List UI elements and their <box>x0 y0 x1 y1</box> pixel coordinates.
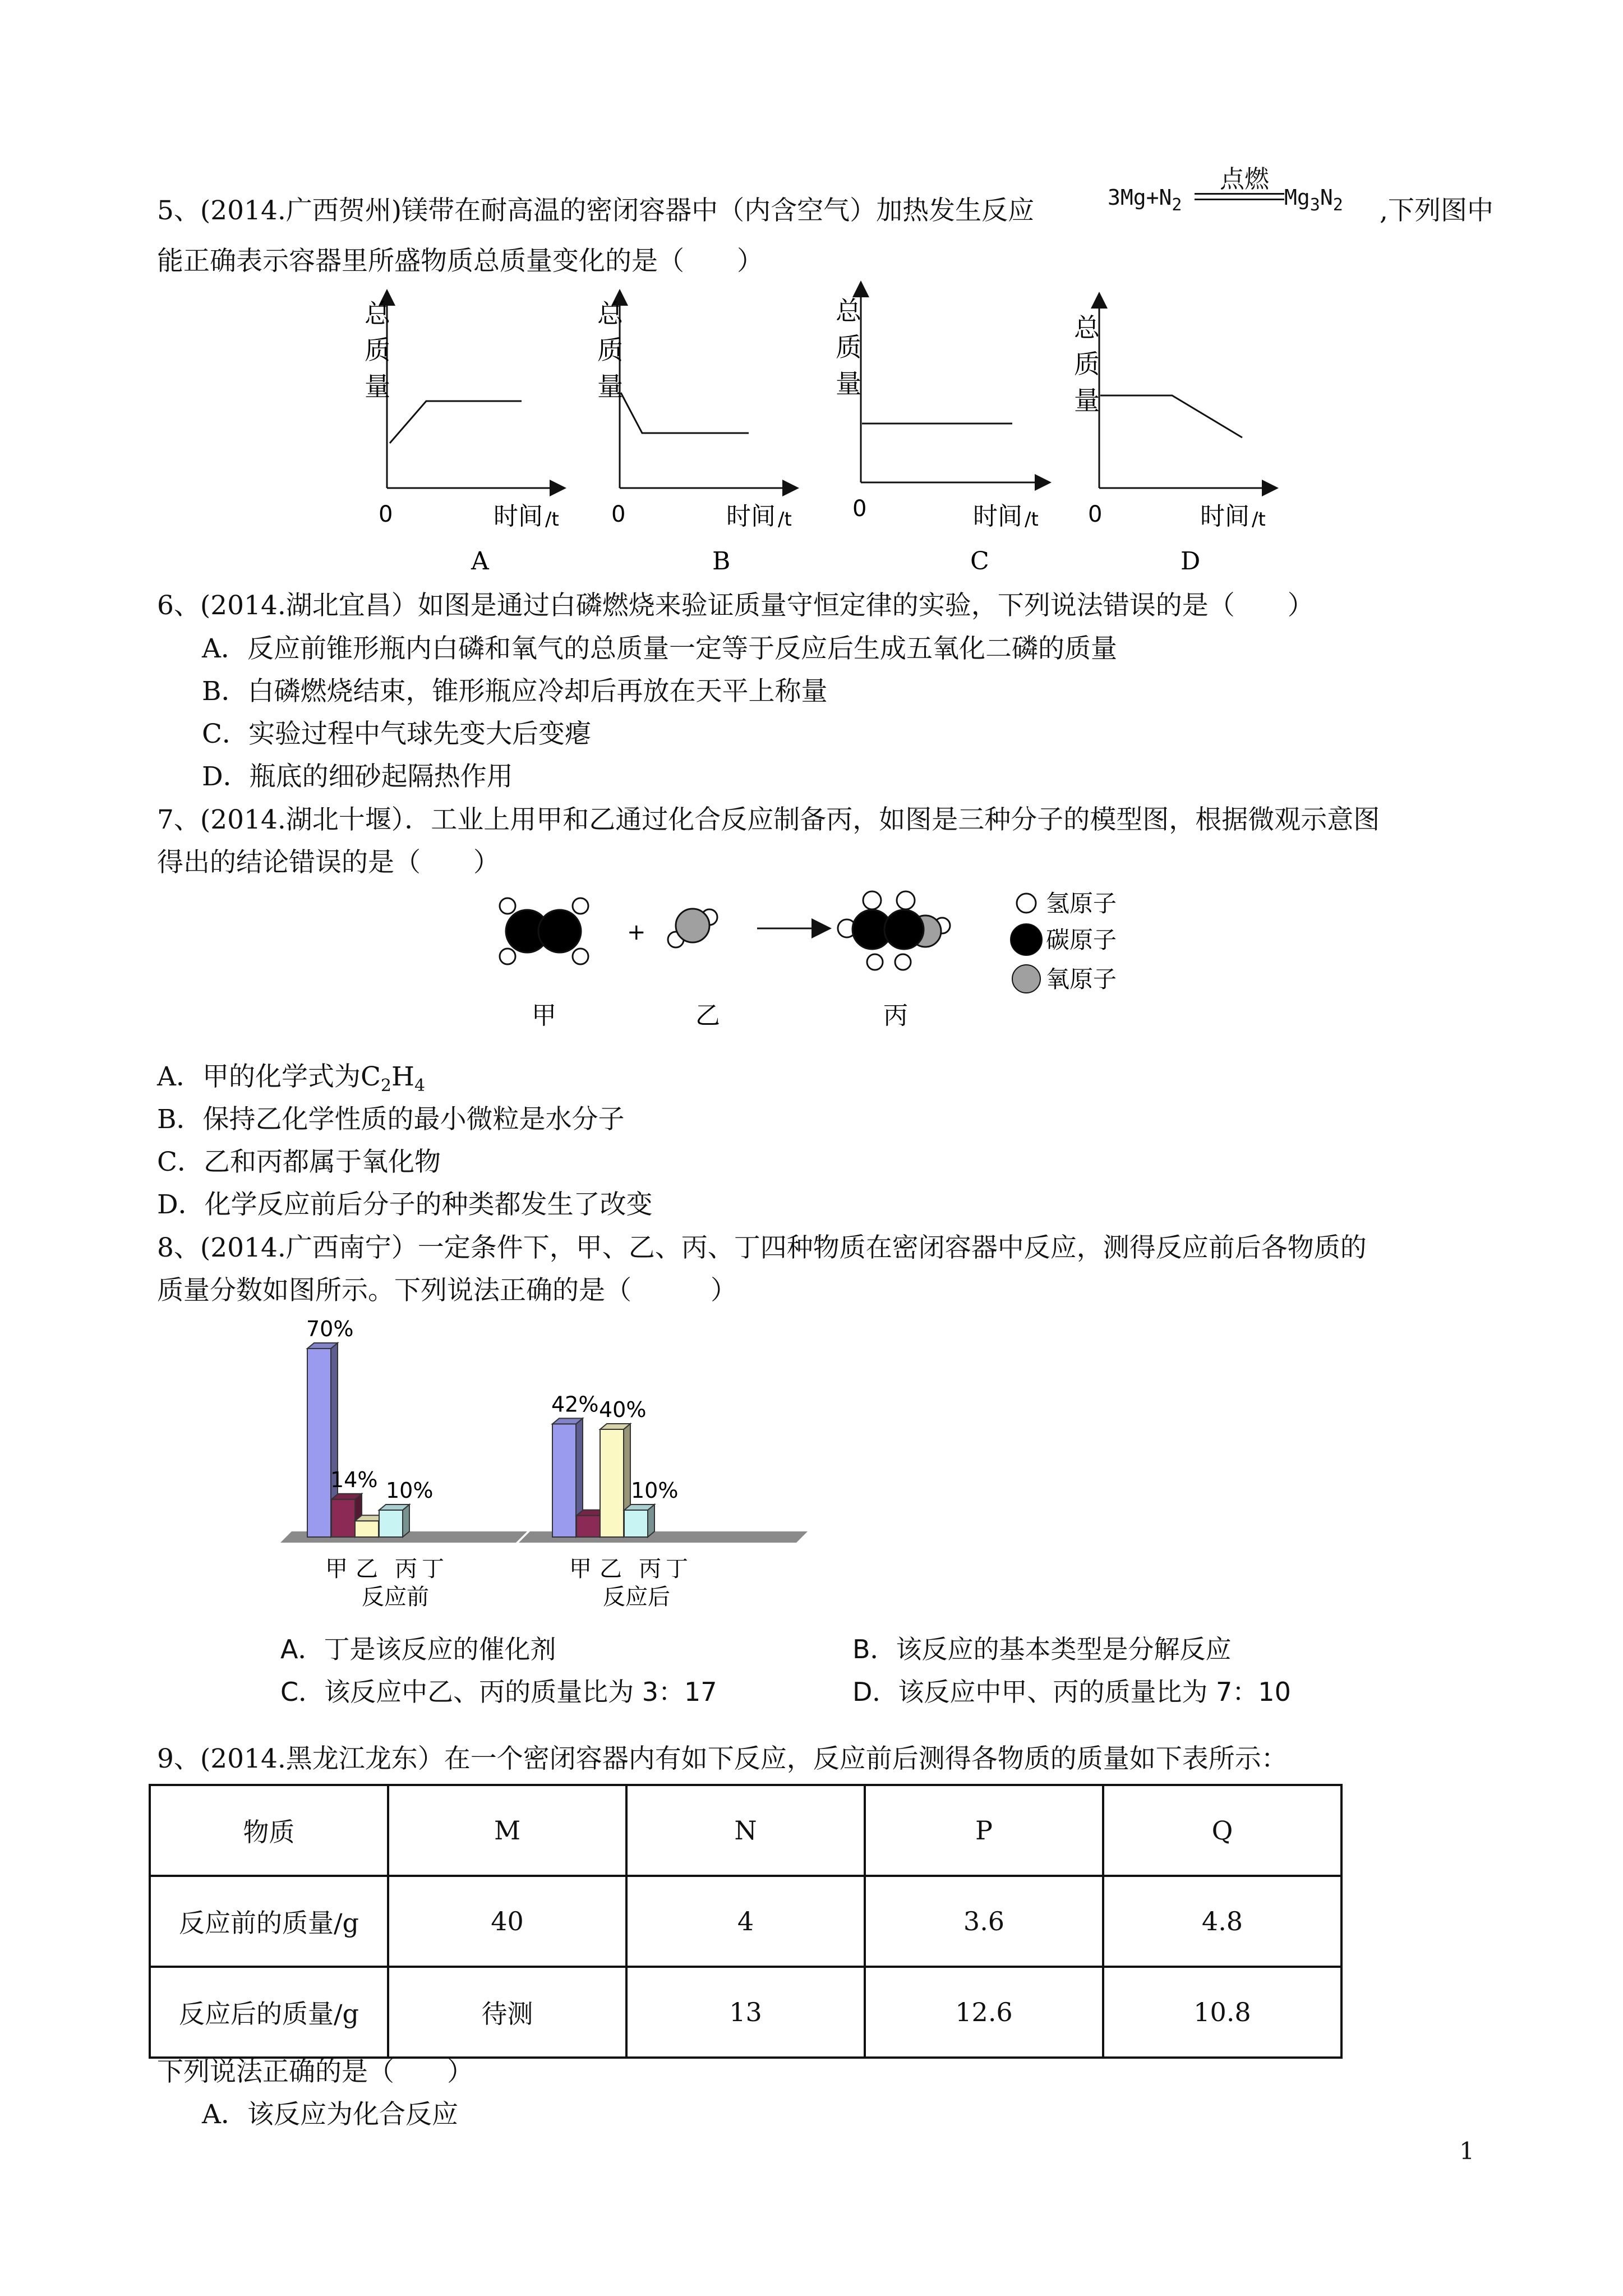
q5-graph-b-xunit: /t <box>778 508 792 531</box>
legend-carbon: 碳原子 <box>1046 926 1117 954</box>
legend-hydrogen: 氢原子 <box>1046 890 1117 917</box>
legend-oxygen-swatch <box>1012 965 1040 993</box>
q7-option-b: B．保持乙化学性质的最小微粒是水分子 <box>157 1104 625 1135</box>
table-cell: 反应前的质量/g <box>150 1876 388 1967</box>
q5-equation-condition: 点燃 <box>1220 165 1269 194</box>
q5-graph-a-ylabel-2: 质 <box>365 335 390 365</box>
chart-series-after-label: 反应后 <box>603 1584 670 1610</box>
q8-stem-line1: 8、(2014.广西南宁）一定条件下，甲、乙、丙、丁四种物质在密闭容器中反应，测得反应前后各物质的 <box>157 1232 1367 1263</box>
q5-graph-b-origin: 0 <box>611 501 626 527</box>
table-row <box>150 1876 1341 1967</box>
q7-option-a: A．甲的化学式为$C_2H_4$ <box>157 1061 426 1096</box>
q5-graph-a-xlabel: 时间 <box>494 502 543 531</box>
q6-option-a: A．反应前锥形瓶内白磷和氧气的总质量一定等于反应后生成五氧化二磷的质量 <box>202 633 1117 664</box>
q5-equation-bar-top <box>1195 193 1284 195</box>
q5-graph-d-ylabel-1: 总 <box>1074 312 1100 343</box>
q5-stem-tail: ,下列图中 <box>1380 195 1493 226</box>
molecule-bing <box>838 891 950 970</box>
bar-label-before-2: 14% <box>330 1467 378 1492</box>
q5-graph-c <box>836 289 1043 576</box>
q7-label-jia: 甲 <box>532 1001 556 1030</box>
q8-option-b: B．该反应的基本类型是分解反应 <box>852 1634 1232 1664</box>
table-cell: 13 <box>626 1967 865 2058</box>
bar-label-after-4: 10% <box>631 1478 679 1503</box>
q5-graph-b-xlabel: 时间 <box>726 502 776 531</box>
q5-graph-c-origin: 0 <box>852 496 867 522</box>
q7-molecule-diagram <box>482 884 1155 1052</box>
q7-option-d: D．化学反应前后分子的种类都发生了改变 <box>157 1189 653 1220</box>
table-cell: 4 <box>626 1876 865 1967</box>
q7-stem-line1: 7、(2014.湖北十堰）．工业上用甲和乙通过化合反应制备丙，如图是三种分子的模型图，根据微观示意图 <box>157 804 1380 835</box>
q7-label-bing: 丙 <box>883 1001 908 1030</box>
q5-graph-a-ylabel-3: 量 <box>365 371 390 402</box>
legend-hydrogen-swatch <box>1017 894 1036 913</box>
q5-graph-d-xunit: /t <box>1252 508 1266 531</box>
q5-graph-b-curve <box>621 393 749 433</box>
q5-graph-a-ylabel-1: 总 <box>365 298 390 329</box>
q5-graph-d <box>1074 300 1270 576</box>
table-cell: 反应后的质量/g <box>150 1967 388 2058</box>
bar-label-after-1: 42% <box>551 1392 599 1417</box>
bar-label-before-4: 10% <box>386 1478 434 1503</box>
molecule-jia <box>500 898 588 964</box>
table-cell: 待测 <box>388 1967 626 2058</box>
q5-graphs <box>336 280 1318 595</box>
q5-stem-line2: 能正确表示容器里所盛物质总质量变化的是（ ） <box>157 246 763 277</box>
table-cell: 3.6 <box>865 1876 1103 1967</box>
q5-graph-b-ylabel-3: 量 <box>597 371 623 402</box>
q5-equation-right: $Mg_3N_2$ <box>1284 185 1343 215</box>
legend-oxygen: 氧原子 <box>1046 965 1117 993</box>
q5-graph-b-label: B <box>712 547 731 576</box>
bar-label-after-3: 40% <box>599 1397 647 1422</box>
q5-graph-a <box>365 297 559 576</box>
q5-graph-d-xlabel: 时间 <box>1200 502 1249 531</box>
chart-cats-after: 甲 乙 丙 丁 <box>569 1556 688 1582</box>
q5-graph-c-label: C <box>970 547 989 576</box>
chart-series-before-label: 反应前 <box>362 1584 429 1610</box>
q8-option-c: C．该反应中乙、丙的质量比为 3：17 <box>280 1677 717 1707</box>
q5-stem-line1: 5、(2014.广西贺州)镁带在耐高温的密闭容器中（内含空气）加热发生反应 <box>157 195 1035 226</box>
q5-graph-b-ylabel-2: 质 <box>597 335 623 365</box>
q8-option-d: D．该反应中甲、丙的质量比为 7：10 <box>852 1677 1291 1707</box>
q5-graph-d-origin: 0 <box>1088 501 1103 527</box>
q8-option-a: A．丁是该反应的催化剂 <box>280 1634 556 1664</box>
molecule-yi <box>668 909 717 947</box>
q5-graph-a-xunit: /t <box>545 508 559 531</box>
page-number: 1 <box>1459 2137 1474 2165</box>
q5-graph-a-origin: 0 <box>379 501 393 527</box>
q5-graph-a-label: A <box>471 547 489 576</box>
table-header-cell: P <box>865 1785 1103 1876</box>
table-row <box>150 1967 1341 2058</box>
chart-cats-before: 甲 乙 丙 丁 <box>325 1556 444 1582</box>
q6-option-c: C．实验过程中气球先变大后变瘪 <box>202 719 591 749</box>
q9-stem: 9、(2014.黑龙江龙东）在一个密闭容器内有如下反应，反应前后测得各物质的质量如下表所示： <box>157 1743 1288 1774</box>
q6-stem: 6、(2014.湖北宜昌）如图是通过白磷燃烧来验证质量守恒定律的实验，下列说法错误的是（ ） <box>157 590 1314 621</box>
q5-graph-d-label: D <box>1181 547 1201 576</box>
q5-graph-c-ylabel-3: 量 <box>836 369 861 399</box>
q5-graph-c-xunit: /t <box>1025 508 1039 531</box>
q7-label-yi: 乙 <box>695 1001 720 1030</box>
q5-graph-d-curve <box>1100 395 1242 438</box>
table-row <box>150 1785 1341 1876</box>
q5-graph-c-ylabel-1: 总 <box>836 296 861 326</box>
q7-stem-line2: 得出的结论错误的是（ ） <box>157 847 500 878</box>
q5-graph-c-xlabel: 时间 <box>973 502 1022 531</box>
q5-graph-c-ylabel-2: 质 <box>836 332 861 362</box>
q6-option-d: D．瓶底的细砂起隔热作用 <box>202 761 513 792</box>
q5-graph-a-curve <box>390 401 522 443</box>
q5-graph-d-ylabel-2: 质 <box>1074 349 1100 379</box>
q8-bar-chart <box>280 1317 819 1621</box>
q8-stem-line2: 质量分数如图所示。下列说法正确的是（ ） <box>157 1275 737 1306</box>
q9-table <box>149 1784 1343 2059</box>
table-header-cell: M <box>388 1785 626 1876</box>
q5-graph-b <box>597 297 792 576</box>
q9-option-a: A．该反应为化合反应 <box>202 2099 458 2130</box>
table-header-cell: 物质 <box>150 1785 388 1876</box>
table-cell: 4.8 <box>1103 1876 1341 1967</box>
bar-before-4 <box>379 1504 409 1537</box>
table-header-cell: N <box>626 1785 865 1876</box>
table-cell: 12.6 <box>865 1967 1103 2058</box>
q5-equation-left: $3Mg+N_2$ <box>1108 185 1182 215</box>
q5-graph-d-ylabel-3: 量 <box>1074 385 1100 416</box>
table-cell: 10.8 <box>1103 1967 1341 2058</box>
legend-carbon-swatch <box>1011 924 1042 955</box>
q7-option-c: C．乙和丙都属于氧化物 <box>157 1147 441 1177</box>
q7-plus: + <box>627 919 646 945</box>
table-header-cell: Q <box>1103 1785 1341 1876</box>
q5-graph-b-ylabel-1: 总 <box>597 298 623 329</box>
q5-equation-bar-bottom <box>1195 199 1284 200</box>
bar-after-4 <box>624 1504 654 1537</box>
q6-option-b: B．白磷燃烧结束，锥形瓶应冷却后再放在天平上称量 <box>202 676 828 707</box>
q9-after-text: 下列说法正确的是（ ） <box>157 2056 473 2087</box>
bar-label-before-1: 70% <box>306 1317 354 1341</box>
table-cell: 40 <box>388 1876 626 1967</box>
q7-legend <box>1011 890 1117 993</box>
